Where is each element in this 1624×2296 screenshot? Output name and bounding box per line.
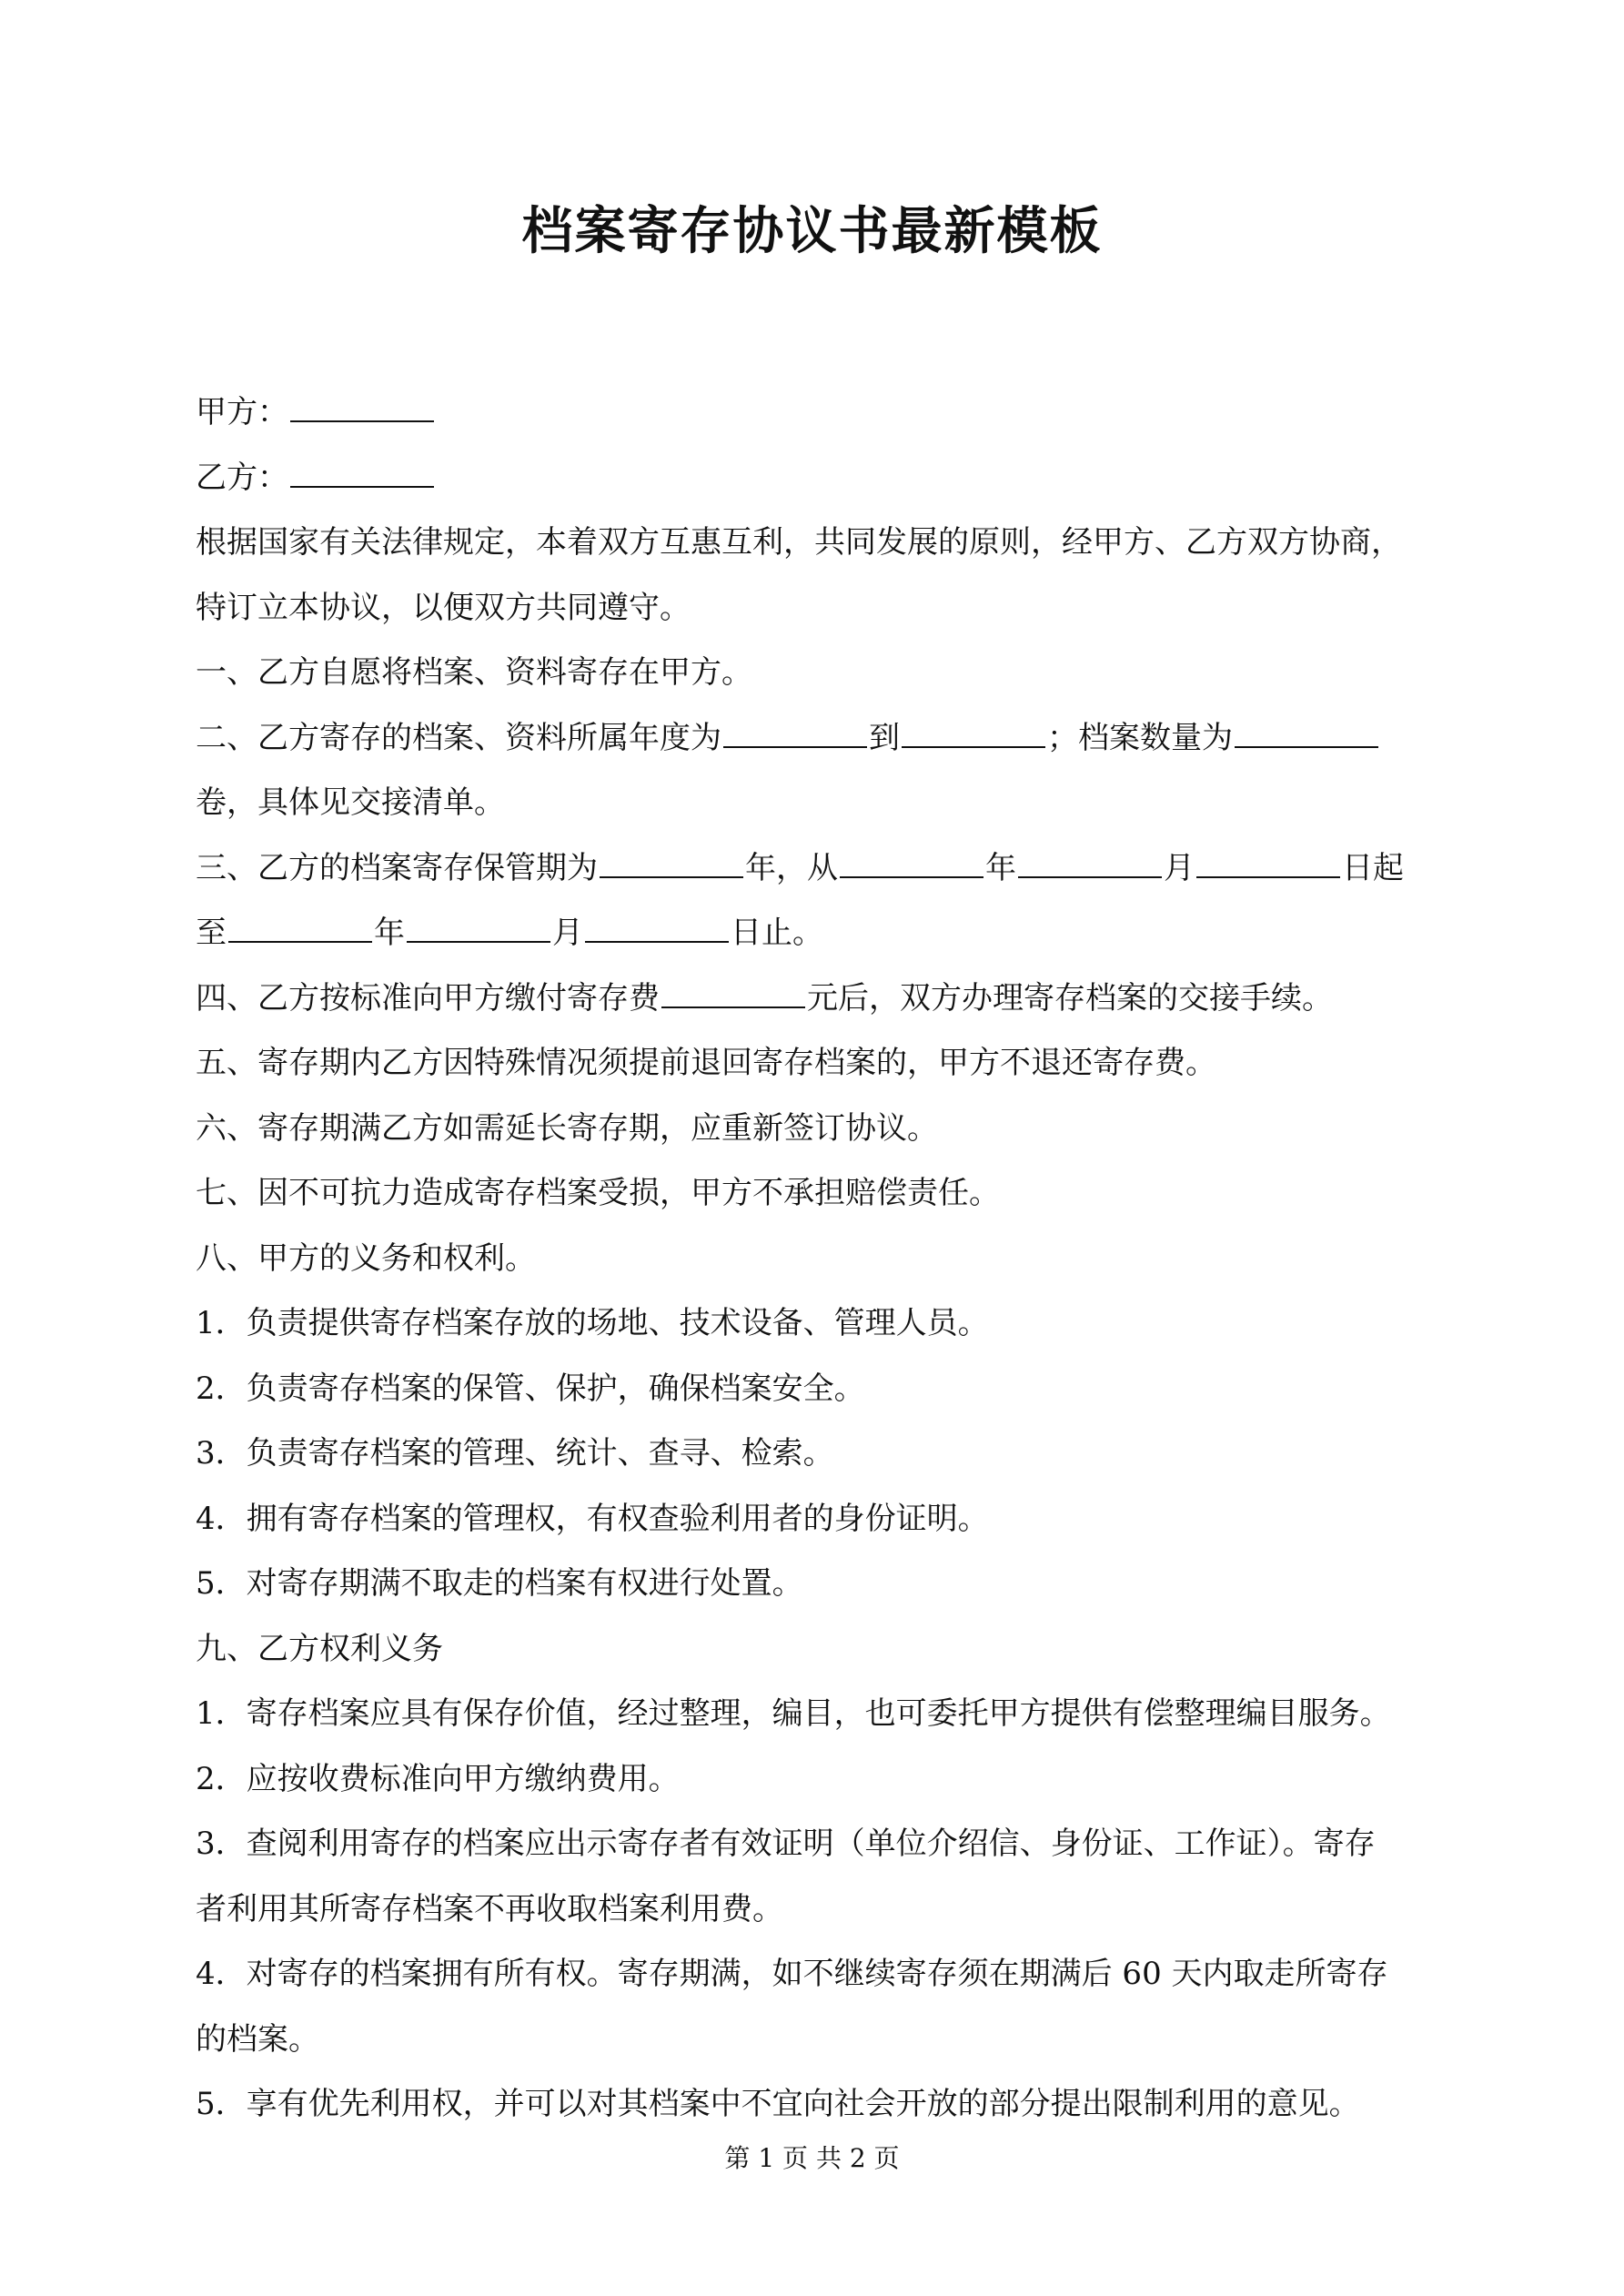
- clause-2-line-2: 卷，具体见交接清单。: [196, 784, 505, 821]
- clause-3-blank-start-day: [1196, 842, 1340, 878]
- clause-3-text-e: 日起: [1342, 849, 1404, 886]
- clause-3-text-h: 月: [552, 915, 583, 951]
- document-title: 档案寄存协议书最新模板: [521, 201, 1103, 261]
- clause-1: 一、乙方自愿将档案、资料寄存在甲方。: [196, 654, 752, 691]
- clause-6: 六、寄存期满乙方如需延长寄存期，应重新签订协议。: [196, 1109, 938, 1147]
- clause-2-blank-year-to: [902, 712, 1045, 748]
- clause-3-text-c: 年: [985, 849, 1016, 886]
- intro-line-2: 特订立本协议，以便双方共同遵守。: [196, 589, 691, 626]
- clause-2-line-1: [196, 706, 1442, 772]
- clause-7: 七、因不可抗力造成寄存档案受损，甲方不承担赔偿责任。: [196, 1175, 1000, 1211]
- clause-3-text-g: 年: [374, 915, 405, 951]
- party-a-blank: [290, 386, 434, 422]
- clause-9-item-4-line-1: 4．对寄存的档案拥有所有权。寄存期满，如不继续寄存须在期满后 60 天内取走所寄存: [196, 1956, 1388, 1992]
- clause-8-heading: 八、甲方的义务和权利。: [196, 1239, 536, 1277]
- clause-3-line-2: [196, 901, 1442, 966]
- clause-3-line-1: [196, 836, 1442, 902]
- clause-2-blank-year-from: [723, 712, 867, 748]
- clause-4: [196, 966, 1442, 1032]
- page-number-footer: 第 1 页 共 2 页: [724, 2143, 900, 2173]
- clause-9-item-3-line-1: 3．查阅利用寄存的档案应出示寄存者有效证明（单位介绍信、身份证、工作证）。寄存: [196, 1826, 1376, 1862]
- clause-3-blank-end-month: [407, 906, 550, 943]
- clause-3-blank-start-year: [840, 842, 983, 878]
- clause-3-text-a: 三、乙方的档案寄存保管期为: [196, 849, 598, 886]
- clause-3-text-i: 日止。: [731, 915, 823, 951]
- clause-8-item-5: 5．对寄存期满不取走的档案有权进行处置。: [196, 1565, 803, 1602]
- clause-2-text-a: 二、乙方寄存的档案、资料所属年度为: [196, 719, 721, 756]
- clause-9-item-3-line-2: 者利用其所寄存档案不再收取档案利用费。: [196, 1890, 783, 1927]
- party-a-line: [196, 380, 1442, 446]
- clause-9-item-1: 1．寄存档案应具有保存价值，经过整理，编目，也可委托甲方提供有偿整理编目服务。: [196, 1695, 1391, 1732]
- intro-line-1: 根据国家有关法律规定，本着双方互惠互利，共同发展的原则，经甲方、乙方双方协商，: [196, 524, 1402, 561]
- clause-9-item-2: 2．应按收费标准向甲方缴纳费用。: [196, 1760, 680, 1797]
- clause-4-blank-fee: [661, 972, 805, 1008]
- party-a-label: 甲方：: [196, 394, 288, 430]
- clause-3-blank-period: [600, 842, 743, 878]
- clause-9-item-5: 5．享有优先利用权，并可以对其档案中不宜向社会开放的部分提出限制利用的意见。: [196, 2086, 1360, 2122]
- party-b-line: [196, 446, 1442, 511]
- clause-4-text-b: 元后，双方办理寄存档案的交接手续。: [807, 979, 1333, 1017]
- clause-3-text-d: 月: [1164, 849, 1195, 886]
- clause-3-text-b: 年，从: [745, 849, 838, 886]
- clause-3-blank-end-year: [228, 906, 372, 943]
- clause-9-heading: 九、乙方权利义务: [196, 1630, 443, 1667]
- clause-8-item-3: 3．负责寄存档案的管理、统计、查寻、检索。: [196, 1435, 834, 1472]
- clause-3-blank-end-day: [585, 906, 729, 943]
- clause-5: 五、寄存期内乙方因特殊情况须提前退回寄存档案的，甲方不退还寄存费。: [196, 1045, 1216, 1081]
- clause-4-text-a: 四、乙方按标准向甲方缴付寄存费: [196, 979, 660, 1017]
- party-b-blank: [290, 451, 434, 488]
- document-body: [196, 380, 1442, 2138]
- clause-8-item-4: 4．拥有寄存档案的管理权，有权查验利用者的身份证明。: [196, 1500, 989, 1537]
- clause-9-item-4-line-2: 的档案。: [196, 2020, 319, 2058]
- party-b-label: 乙方：: [196, 459, 288, 496]
- clause-2-text-c: ；档案数量为: [1047, 719, 1233, 756]
- clause-2-text-b: 到: [869, 719, 900, 756]
- clause-8-item-2: 2．负责寄存档案的保管、保护，确保档案安全。: [196, 1370, 865, 1407]
- clause-2-blank-quantity: [1235, 712, 1378, 748]
- clause-3-blank-start-month: [1018, 842, 1162, 878]
- clause-8-item-1: 1．负责提供寄存档案存放的场地、技术设备、管理人员。: [196, 1305, 989, 1341]
- clause-3-text-f: 至: [196, 915, 227, 951]
